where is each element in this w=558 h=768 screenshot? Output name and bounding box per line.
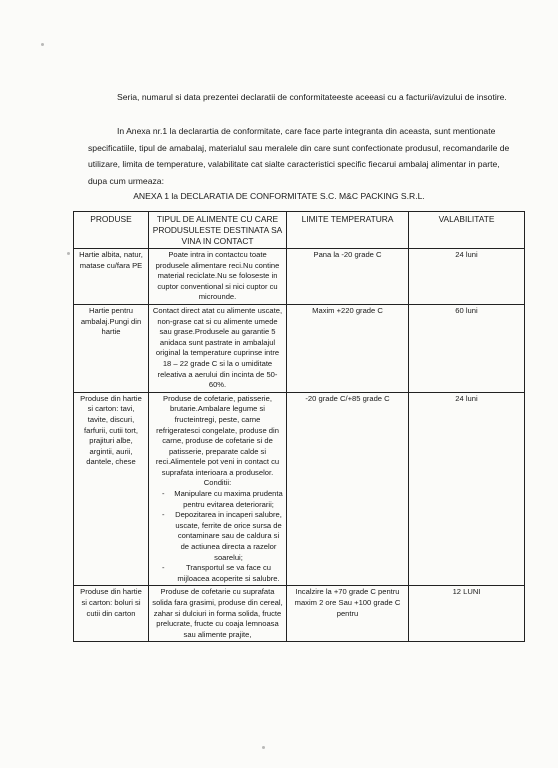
condition-item: - Depozitarea in incaperi salubre, uscate, ferrite de orice sursa de contaminare sau de caldura si de actiunea directa a razelor soarelui; [174, 510, 283, 563]
conditions-list [152, 489, 283, 584]
annex-paragraph: In Anexa nr.1 la declarartia de conformitate, care face parte integranta din aceasta, sunt mentionate specificatiile, tipul de amabalaj, materialul sau meralele din care sunt confectionate produsul, recomandarile de utilizare, limita de temperature, valabilitate cat sialte caracteristici specific fiecarui ambalaj alimentar in parte, dupa cum urmeaza: [88, 126, 510, 186]
cell-limite: Pana la -20 grade C [287, 249, 409, 305]
cell-limite: Maxim +220 grade C [287, 304, 409, 392]
conditions-label: Conditii: [203, 478, 232, 488]
cell-produse: Produse din hartie si carton: tavi, tavite, discuri, farfurii, cutii tort, prajituri albe, argintii, aurii, dantele, chese [74, 392, 149, 586]
cell-produse: Produse din hartie si carton: boluri si cutii din carton [74, 586, 149, 642]
cell-produse: Hartie pentru ambalaj.Pungi din hartie [74, 304, 149, 392]
header-produse: PRODUSE [74, 212, 149, 249]
table-row [74, 586, 525, 642]
header-limite: LIMITE TEMPERATURA [287, 212, 409, 249]
cell-valabilitate: 24 luni [409, 392, 525, 586]
cell-produse: Hartie albita, natur, matase cu/fara PE [74, 249, 149, 305]
cell-tipul: Poate intra in contactcu toate produsele alimentare reci.Nu contine material reciclate.Nu se foloseste in cuptor conventional si nici cuptor cu microunde. [149, 249, 287, 305]
header-valabilitate: VALABILITATE [409, 212, 525, 249]
cell-valabilitate: 12 LUNI [409, 586, 525, 642]
cell-tipul: Contact direct atat cu alimente uscate, non-grase cat si cu alimente umede sau grase.Produsele au garantie 5 anidaca sunt pastrate in ambalajul original la temperature cuprinse intre 18 – 22 grade C si la o umiditate releativa a aerului din incinta de 50-60%. [149, 304, 287, 392]
scan-speck [67, 252, 70, 255]
cell-limite: -20 grade C/+85 grade C [287, 392, 409, 586]
table-row [74, 392, 525, 586]
condition-item: - Transportul se va face cu mijloacea acoperite si salubre. [174, 563, 283, 584]
condition-item: - Manipulare cu maxima prudenta pentru evitarea deteriorarii; [174, 489, 283, 510]
header-tipul: TIPUL DE ALIMENTE CU CARE PRODUSULESTE DESTINATA SA VINA IN CONTACT [149, 212, 287, 249]
series-paragraph: Seria, numarul si data prezentei declaratii de conformitateeste aceeasi cu a facturii/avizului de insotire. [117, 92, 507, 102]
cell-tipul: Produse de cofetarie cu suprafata solida fara grasimi, produse din cereal, zahar si dulciuri in forma solida, fructe prelucrate, fructe cu coaja lemnoasa sau alimente prajite, [149, 586, 287, 642]
conformity-table [73, 211, 525, 642]
cell-limite: Incalzire la +70 grade C pentru maxim 2 ore Sau +100 grade C pentru [287, 586, 409, 642]
table-header-row [74, 212, 525, 249]
scan-speck [262, 746, 265, 749]
table-row [74, 304, 525, 392]
cell-valabilitate: 24 luni [409, 249, 525, 305]
annex-title: ANEXA 1 la DECLARATIA DE CONFORMITATE S.C. M&C PACKING S.R.L. [133, 191, 425, 201]
table-row [74, 249, 525, 305]
cell-valabilitate: 60 luni [409, 304, 525, 392]
scan-speck [41, 43, 44, 46]
cell-tipul [149, 392, 287, 586]
cell-tipul-text: Produse de cofetarie, patisserie, brutarie.Ambalare legume si fructeintregi, peste, carne refrigeratesci congelate, produse din carne, produse de cofetarie si de patisserie, preparate calde si reci.Alimentele pot veni in contact cu suprafata interioara a produselor. [155, 393, 280, 477]
